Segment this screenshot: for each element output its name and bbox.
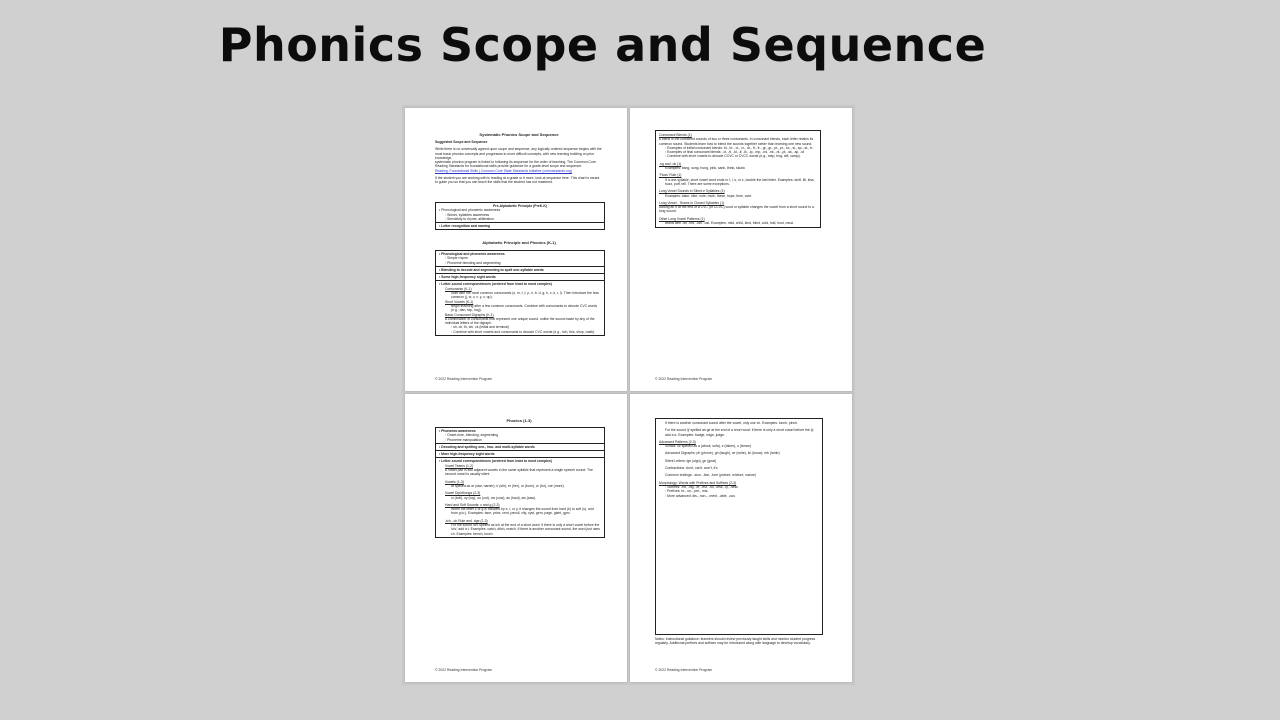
consonant-blends-box	[655, 130, 821, 228]
list-item: ◦ Words, syllables awareness	[445, 212, 490, 217]
paragraph: A vowel pair is two adjacent vowels in the same syllable that represent a single speech sound. The second vowel is usually silent.	[445, 468, 593, 477]
paragraph: While there is no universally agreed upon scope and sequence, any logically ordered sequence begins with the most basic phonics concepts and progresses to more difficult concepts, with new learning building on prior knowledge.	[435, 147, 602, 160]
list-item: • Phonemic awareness	[439, 429, 476, 433]
paragraph: A blend is the combined sounds of two or three consonants. In consonant blends, each letter retains its common sound. Students learn how to blend the sounds together rather than learning one new sound.	[659, 137, 814, 146]
list-item: Advanced Digraphs: ph (phone), gh (laugh), wr (write), kn (know), mb (lamb)	[665, 451, 780, 456]
subheading: -ng and -nk (1)	[659, 161, 682, 166]
subheading: Vowels (1-3)	[445, 479, 464, 484]
section-heading: Suggested Scope and Sequence	[435, 140, 488, 144]
subheading: Hard and Soft Sounds: c and g (2-3)	[445, 502, 500, 507]
list-item: • Phonological and phonemic awareness	[439, 208, 501, 213]
subheading: -tch, -ch Rule and -dge (2-3)	[445, 518, 488, 523]
list-item: ◦ Combine with short vowels and consonants to decode CVC words (e.g., rich, this, shop, math).	[451, 329, 596, 334]
list-item: ◦ Suffixes: -ed, -ing, -er, -est, -ful, -less, -ly, -ness	[665, 484, 738, 489]
page-footer: © 2022 Reading Intervention Program	[655, 377, 713, 381]
page-footer: © 2022 Reading Intervention Program	[435, 377, 493, 381]
list-item: ◦ Onset-rime, blending, segmenting	[445, 433, 499, 438]
pre-alphabetic-box: Pre-Alphabetic Principle (PreK-K) • Phonological and phonemic awareness ◦ Words, syllables awareness ◦ Sensitivity to rhyme, alliteration • Letter recognition and naming	[435, 202, 605, 230]
subheading: Basic Consonant Digraphs (K-1)	[445, 312, 494, 317]
list-item: • Letter-sound correspondences (ordered from least to most complex)	[439, 282, 552, 287]
list-item: • Decoding and spelling one-, two- and multi-syllable words	[436, 444, 604, 451]
phonics-box	[435, 427, 605, 538]
paragraph: If the student you are working with is reading at a grade or it more, look at sequence here. This chart is meant to guide you so that you can teach the skills that the student has not mastered.	[435, 176, 600, 185]
page-title: Phonics (1-3)	[506, 418, 532, 423]
list-item: • More high-frequency sight words	[436, 451, 604, 458]
subheading: Other Long Vowel Patterns (1)	[659, 216, 705, 221]
subheading: 'Floss' Rule (1)	[659, 173, 682, 178]
paragraph: For the sound /ch/ spelled as tch at the end of a short word: if there is only a short vowel before the /ch/, add a t. Examples: catch, ditch, match. If there is another consonant sound, the word just uses ch. Examples: bench, lunch.	[451, 523, 600, 536]
list-item: Letter recognition and naming	[441, 224, 490, 229]
paragraph: oi (boil), oy (toy), ou (out), ow (cow), au (haul), aw (saw).	[451, 495, 536, 500]
paragraph: If there is another consonant sound after the vowel, only use ch. Examples: lunch, pinch.	[665, 421, 798, 425]
subheading: Short Vowels (K-1)	[445, 299, 474, 304]
paragraph: Adding an e at the end of a CVC (or CCVC) word or syllable changes the vowel from a short sound to a long sound.	[659, 205, 814, 214]
list-item: Schwa: /ə/ spelled as a (about, sofa), e (taken), o (lemon)	[665, 444, 752, 449]
subheading: Consonant Blends (1)	[659, 133, 692, 137]
subheading: Long Vowel Sounds in Silent-e Syllables (1)	[659, 189, 725, 194]
list-item: Contractions: don't, can't, won't, it's	[665, 466, 718, 471]
paragraph: Examples: bake, hike, note, mule, these, hope, time, cute.	[665, 193, 753, 198]
paragraph: For the sound /j/ spelled as ge at the end of a short word: if there is only a short vowel before the /j/, add a d. Examples: badge, edge, judge.	[665, 428, 815, 437]
list-item: • Some high-frequency sight words	[436, 274, 604, 281]
paragraph: systematic phonics program is linked to following its sequence for the order of teaching. The Common Core Reading Standards for foundational skills provide guidance for a grade-level scope and sequence.	[435, 160, 596, 169]
list-item: ◦ Sensitivity to rhyme, alliteration	[445, 216, 494, 221]
paragraph: A combination of consonants that represent one unique sound, unlike the sound made by any of the individual letters of the digraph.	[445, 316, 595, 326]
subheading: Vowel Teams (1-2)	[445, 463, 474, 468]
section-title: Alphabetic Principle and Phonics (K-1)	[482, 240, 556, 245]
list-item: Silent Letters: ign (sign), gn (gnat)	[665, 458, 717, 463]
list-item: • Blending to decode and segmenting to spell one-syllable words	[436, 267, 604, 274]
subheading: Consonants (K-1)	[445, 286, 472, 291]
notes: Notes: Instructional guidance: teachers should review previously taught skills and monitor student progress regularly. Additional prefixes and suffixes may be introduced along with language to develop vocabulary.	[655, 637, 816, 646]
alphabetic-principle-box	[435, 250, 605, 336]
list-item: ◦ Examples of initial consonant blends: bl-, br-, cl-, cr-, dr-, fl-, fr-, gl-, gr-, pl-, pr-, sc-, sl-, sp-, st-, tr-	[665, 145, 814, 150]
list-item: ◦ Combine with short vowels to decode CCVC or CVCC words (e.g., step, frog, sift, camp).	[665, 154, 801, 159]
subheading: Vowel Diphthongs (2-3)	[445, 491, 481, 496]
slide-title: Phonics Scope and Sequence	[218, 18, 987, 72]
paragraph: Start with the most common consonants (s, m, t, f, p, n, b, d, g, h, c, k, r, l). Then introduce the less common (j, w, v, x, y, z, qu).	[451, 291, 599, 300]
page-footer: © 2022 Reading Intervention Program	[435, 668, 493, 672]
document-page-3	[405, 394, 627, 682]
box-title: Pre-Alphabetic Principle (PreK-K)	[493, 204, 547, 208]
subheading: Morphology: Words with Prefixes and Suffixes (2-3)	[659, 480, 737, 485]
list-item: ◦ Phoneme manipulation	[445, 437, 482, 442]
paragraph: Examples: bang, song, hung, pink, sank, think, skunk	[665, 166, 745, 171]
page-title: Systematic Phonics Scope and Sequence	[479, 132, 559, 137]
document-page-1	[405, 108, 627, 391]
list-item: Common endings: -sion, -tion, -ture (picture, mixture, nature)	[665, 473, 757, 478]
list-item: ◦ Examples of final consonant blends: -ct, -ft, -ld, -lf, -lk, -lp, -mp, -nd, -nk, -nt, -pt, -sk, -sp, -st	[665, 150, 804, 155]
paragraph: If a one-syllable, short vowel word ends in f, l, s, or z, double the last letter. Examples: stuff, fill, kiss, buzz, puff, tell. There are some exceptions.	[665, 177, 815, 186]
paragraph: words with -ild, -ind, -old, -ost. Examples: mild, child, kind, blind, cold, fold, host, most.	[665, 221, 794, 226]
standards-link[interactable]: Reading: Foundational Skills | Common Core State Standards Initiative (corestandards.org)	[435, 168, 572, 173]
document-preview	[402, 105, 855, 685]
list-item: ◦ Simple rhyme	[445, 256, 468, 261]
paragraph: When the letter c or g is followed by e, i, or y, it changes the sound from hard (k) to soft (s), and from g to j. Examples: face, price, cent, pencil, city, cyst, gem, page, giant, gym.	[451, 507, 594, 516]
advanced-box	[655, 418, 823, 635]
list-item: • Phonological and phonemic awareness	[439, 252, 505, 256]
list-item: ◦ More advanced: dis-, non-, -ment, -able, -ous	[665, 493, 736, 498]
document-page-2	[630, 108, 852, 391]
list-item: ◦ Phoneme blending and segmenting	[445, 260, 501, 265]
list-item: ◦ Prefixes: re-, un-, pre-, mis-	[665, 489, 709, 494]
paragraph: ar spelled as ar (star, harder), ir (stir), er (her), ur (burn), or (for), ore (more).	[451, 483, 565, 488]
list-item: ◦ sh, ch, th, wh, ck (initial and terminal)	[451, 325, 509, 330]
subheading: Advanced Patterns (2-3)	[659, 439, 696, 444]
paragraph: Begin teaching after a few common consonants. Combine with consonants to decode CVC words (e.g., dan, tap, hog).	[451, 303, 598, 313]
list-item: • Letter-sound correspondences (ordered from least to most complex)	[439, 459, 552, 464]
document-page-4	[630, 394, 852, 682]
page-footer: © 2022 Reading Intervention Program	[655, 668, 713, 672]
subheading: Long Vowel - Teams in Closed Syllables (1)	[659, 200, 725, 205]
